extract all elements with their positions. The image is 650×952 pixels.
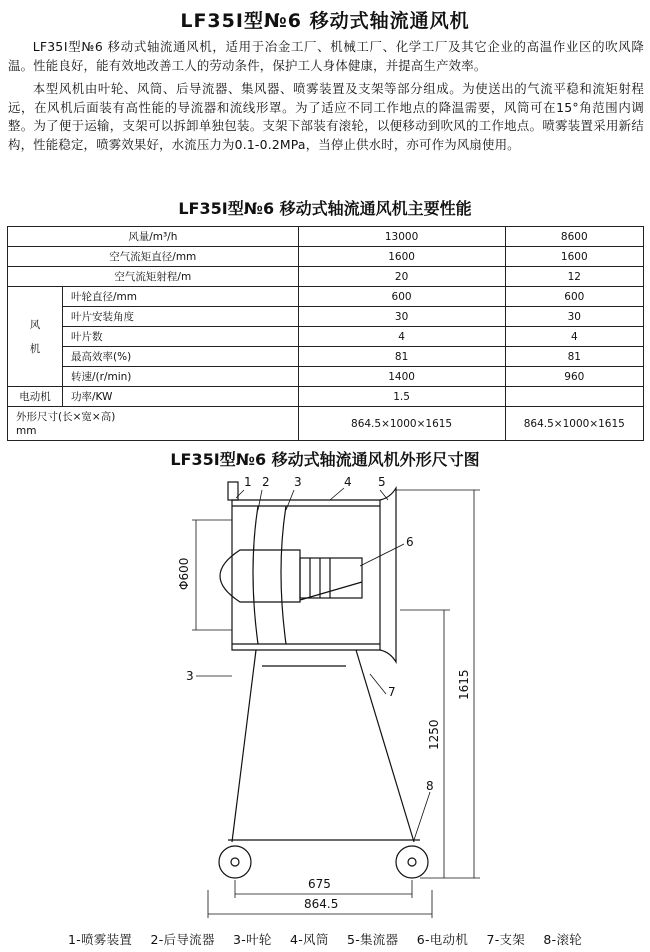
callout-5: 5 — [378, 475, 386, 489]
dim-1250: 1250 — [427, 719, 441, 750]
row-label: 空气流矩射程/m — [8, 267, 299, 287]
collector — [380, 488, 396, 662]
value-cell: 12 — [505, 267, 643, 287]
table-row — [8, 327, 644, 347]
value-cell: 1400 — [298, 367, 505, 387]
value-cell: 4 — [505, 327, 643, 347]
legend-item: 1-喷雾装置 — [67, 932, 133, 947]
value-cell: 1.5 — [298, 387, 505, 407]
value-cell: 600 — [298, 287, 505, 307]
callout-3: 3 — [294, 475, 302, 489]
dim-675: 675 — [308, 877, 331, 891]
intro-paragraph: LF35Ⅰ型№6 移动式轴流通风机，适用于冶金工厂、机械工厂、化学工厂及其它企业的高温作业区的吹风降温。性能良好，能有效地改善工人的劳动条件，保护工人身体健康，并提高生产效率。 — [8, 39, 644, 73]
table-row — [8, 367, 644, 387]
value-cell: 30 — [505, 307, 643, 327]
row-label: 外形尺寸(长×宽×高) mm — [8, 407, 299, 441]
legend-item: 3-叶轮 — [233, 932, 272, 947]
table-row — [8, 227, 644, 247]
wheel-right — [396, 846, 428, 878]
performance-table — [7, 226, 644, 441]
dim-phi600: Φ600 — [177, 557, 191, 590]
value-cell: 81 — [505, 347, 643, 367]
table-row — [8, 347, 644, 367]
value-cell: 1600 — [298, 247, 505, 267]
legend-item: 5-集流器 — [346, 932, 399, 947]
value-cell: 864.5×1000×1615 — [505, 407, 643, 441]
callout-6: 6 — [406, 535, 414, 549]
legend-item: 4-风筒 — [289, 932, 329, 947]
row-label: 叶片数 — [63, 327, 299, 347]
callout-4: 4 — [344, 475, 352, 489]
legend-item: 8-滚轮 — [543, 932, 583, 947]
fan-group-label: 风 机 — [8, 287, 63, 387]
legend-item: 7-支架 — [486, 932, 526, 947]
row-label: 最高效率(%) — [63, 347, 299, 367]
value-cell: 960 — [505, 367, 643, 387]
row-label: 功率/KW — [63, 387, 299, 407]
value-cell: 20 — [298, 267, 505, 287]
callout-1: 1 — [244, 475, 252, 489]
value-cell: 8600 — [505, 227, 643, 247]
value-cell: 13000 — [298, 227, 505, 247]
callout-2: 2 — [262, 475, 270, 489]
value-cell: 4 — [298, 327, 505, 347]
legend — [0, 930, 650, 948]
callout-7: 7 — [388, 685, 396, 699]
value-cell: 30 — [298, 307, 505, 327]
callout-3-lower: 3 — [186, 669, 194, 683]
dim-864-5: 864.5 — [304, 897, 339, 911]
table-row — [8, 407, 644, 441]
motor — [300, 558, 362, 598]
dim-1615: 1615 — [457, 669, 471, 700]
dimension-drawing — [0, 470, 650, 928]
table-row — [8, 247, 644, 267]
table-row — [8, 387, 644, 407]
table-row — [8, 267, 644, 287]
row-label: 风量/m³/h — [8, 227, 299, 247]
legend-item: 2-后导流器 — [150, 932, 215, 947]
value-cell: 864.5×1000×1615 — [298, 407, 505, 441]
row-label: 叶片安装角度 — [63, 307, 299, 327]
row-label: 叶轮直径/mm — [63, 287, 299, 307]
wheel-left — [219, 846, 251, 878]
drawing-title: LF35Ⅰ型№6 移动式轴流通风机外形尺寸图 — [170, 450, 480, 469]
callout-8: 8 — [426, 779, 434, 793]
document-title: LF35Ⅰ型№6 移动式轴流通风机 — [180, 10, 470, 32]
table-row — [8, 287, 644, 307]
value-cell: 600 — [505, 287, 643, 307]
value-cell: 81 — [298, 347, 505, 367]
structure-paragraph: 本型风机由叶轮、风筒、后导流器、集风器、喷雾装置及支架等部分组成。为使送出的气流平稳和流矩射程远，在风机后面装有高性能的导流器和流线形罩。为了适应不同工作地点的降温需要，风筒可在15°角范围内调整。为了便于运输，支架可以拆卸单独包装。支架下部装有滚轮，以便移动到吹风的工作地点。喷雾装置采用新结构，性能稳定，喷雾效果好，水流压力为0.1-0.2MPa，当停止供水时，亦可作为风扇使用。 — [8, 81, 644, 152]
value-cell: 1600 — [505, 247, 643, 267]
legend-item: 6-电动机 — [416, 932, 469, 947]
row-label: 空气流矩直径/mm — [8, 247, 299, 267]
row-label: 转速/(r/min) — [63, 367, 299, 387]
table-row — [8, 307, 644, 327]
empty-cell — [505, 387, 643, 407]
fan-duct — [232, 500, 380, 650]
motor-group-label: 电动机 — [8, 387, 63, 407]
table-title: LF35Ⅰ型№6 移动式轴流通风机主要性能 — [178, 199, 472, 218]
